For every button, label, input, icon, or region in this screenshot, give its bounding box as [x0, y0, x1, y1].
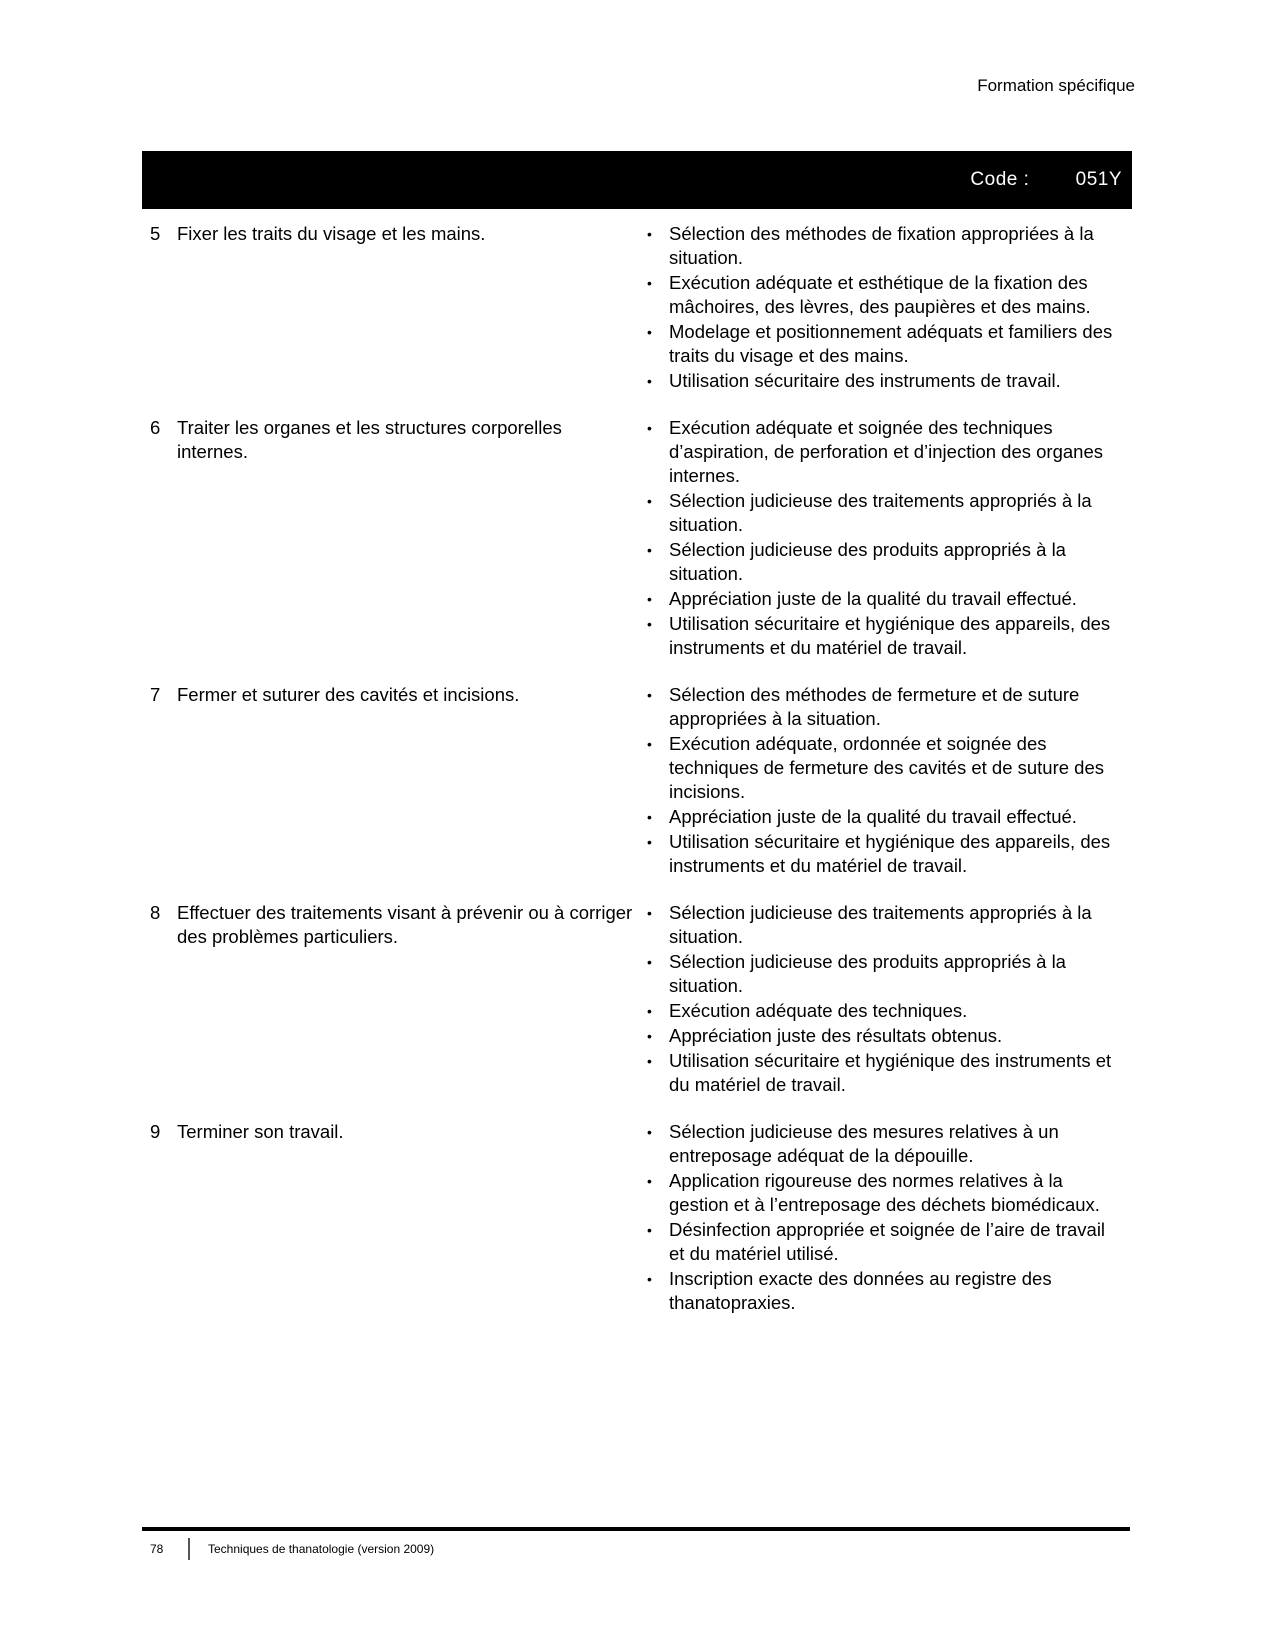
- performance-criterion: [645, 320, 1120, 368]
- element-text: Fixer les traits du visage et les mains.: [177, 223, 486, 244]
- bullet-icon: •: [647, 373, 652, 389]
- bullet-icon: •: [647, 616, 652, 632]
- criterion-text: Sélection judicieuse des traitements appropriés à la situation.: [669, 902, 1092, 947]
- criterion-text: Sélection judicieuse des traitements appropriés à la situation.: [669, 490, 1092, 535]
- criterion-text: Sélection des méthodes de fixation appropriées à la situation.: [669, 223, 1094, 268]
- performance-criterion: [645, 1049, 1120, 1097]
- criterion-text: Utilisation sécuritaire et hygiénique des instruments et du matériel de travail.: [669, 1050, 1112, 1095]
- competency-table: [150, 222, 1130, 1338]
- element-number: 6: [150, 417, 161, 438]
- performance-criterion: [645, 999, 1120, 1023]
- performance-criteria-list: [645, 222, 1120, 394]
- bullet-icon: •: [647, 736, 652, 752]
- element-number: 7: [150, 684, 161, 705]
- bullet-icon: •: [647, 1124, 652, 1140]
- criterion-text: Application rigoureuse des normes relatives à la gestion et à l’entreposage des déchets biomédicaux.: [669, 1170, 1100, 1215]
- bullet-icon: •: [647, 687, 652, 703]
- criterion-text: Utilisation sécuritaire et hygiénique des appareils, des instruments et du matériel de travail.: [669, 831, 1111, 876]
- bullet-icon: •: [647, 324, 652, 340]
- element-of-competency: [150, 901, 645, 949]
- footer-rule: [142, 1527, 1130, 1531]
- element-number: 5: [150, 223, 161, 244]
- competency-row: [150, 683, 1130, 879]
- performance-criterion: [645, 830, 1120, 878]
- performance-criterion: [645, 1218, 1120, 1266]
- performance-criterion: [645, 416, 1120, 488]
- element-text: Effectuer des traitements visant à prévenir ou à corriger des problèmes particuliers.: [177, 902, 633, 947]
- bullet-icon: •: [647, 1028, 652, 1044]
- code-value: 051Y: [1075, 169, 1122, 190]
- element-of-competency: [150, 683, 645, 707]
- bullet-icon: •: [647, 275, 652, 291]
- criterion-text: Désinfection appropriée et soignée de l’aire de travail et du matériel utilisé.: [669, 1219, 1106, 1264]
- element-text: Terminer son travail.: [177, 1121, 344, 1142]
- criterion-text: Inscription exacte des données au registre des thanatopraxies.: [669, 1268, 1052, 1313]
- code-header-bar: [142, 151, 1132, 209]
- performance-criterion: [645, 369, 1120, 393]
- bullet-icon: •: [647, 1003, 652, 1019]
- performance-criterion: [645, 1120, 1120, 1168]
- performance-criteria-list: [645, 1120, 1120, 1316]
- element-text: Fermer et suturer des cavités et incisions.: [177, 684, 520, 705]
- bullet-icon: •: [647, 1173, 652, 1189]
- criterion-text: Modelage et positionnement adéquats et familiers des traits du visage et des mains.: [669, 321, 1113, 366]
- performance-criterion: [645, 1267, 1120, 1315]
- element-number: 9: [150, 1121, 161, 1142]
- performance-criterion: [645, 1169, 1120, 1217]
- criterion-text: Appréciation juste de la qualité du travail effectué.: [669, 588, 1077, 609]
- element-of-competency: [150, 222, 645, 246]
- bullet-icon: •: [647, 226, 652, 242]
- performance-criterion: [645, 612, 1120, 660]
- element-of-competency: [150, 416, 645, 464]
- bullet-icon: •: [647, 1053, 652, 1069]
- performance-criterion: [645, 1024, 1120, 1048]
- bullet-icon: •: [647, 954, 652, 970]
- criterion-text: Exécution adéquate, ordonnée et soignée des techniques de fermeture des cavités et de suture des incisions.: [669, 733, 1105, 802]
- footer-separator: [188, 1538, 190, 1560]
- performance-criterion: [645, 489, 1120, 537]
- competency-row: [150, 416, 1130, 661]
- criterion-text: Sélection judicieuse des mesures relatives à un entreposage adéquat de la dépouille.: [669, 1121, 1059, 1166]
- performance-criterion: [645, 732, 1120, 804]
- bullet-icon: •: [647, 420, 652, 436]
- bullet-icon: •: [647, 834, 652, 850]
- performance-criterion: [645, 538, 1120, 586]
- page-number: 78: [150, 1542, 164, 1556]
- performance-criterion: [645, 222, 1120, 270]
- bullet-icon: •: [647, 542, 652, 558]
- criterion-text: Sélection judicieuse des produits appropriés à la situation.: [669, 539, 1066, 584]
- performance-criterion: [645, 901, 1120, 949]
- element-of-competency: [150, 1120, 645, 1144]
- bullet-icon: •: [647, 809, 652, 825]
- document-title: Techniques de thanatologie (version 2009): [208, 1542, 435, 1556]
- criterion-text: Exécution adéquate et esthétique de la fixation des mâchoires, des lèvres, des paupières et des mains.: [669, 272, 1091, 317]
- bullet-icon: •: [647, 493, 652, 509]
- performance-criterion: [645, 805, 1120, 829]
- footer: [150, 1538, 434, 1560]
- element-text: Traiter les organes et les structures corporelles internes.: [177, 417, 562, 462]
- performance-criterion: [645, 950, 1120, 998]
- bullet-icon: •: [647, 905, 652, 921]
- code-label: [970, 169, 1122, 191]
- bullet-icon: •: [647, 1271, 652, 1287]
- bullet-icon: •: [647, 591, 652, 607]
- performance-criterion: [645, 683, 1120, 731]
- criterion-text: Sélection judicieuse des produits appropriés à la situation.: [669, 951, 1066, 996]
- element-number: 8: [150, 902, 161, 923]
- criterion-text: Sélection des méthodes de fermeture et de suture appropriées à la situation.: [669, 684, 1080, 729]
- performance-criterion: [645, 271, 1120, 319]
- competency-row: [150, 901, 1130, 1098]
- criterion-text: Exécution adéquate et soignée des techniques d’aspiration, de perforation et d’injection des organes internes.: [669, 417, 1104, 486]
- performance-criteria-list: [645, 901, 1120, 1098]
- bullet-icon: •: [647, 1222, 652, 1238]
- criterion-text: Appréciation juste des résultats obtenus.: [669, 1025, 1003, 1046]
- competency-row: [150, 1120, 1130, 1316]
- performance-criteria-list: [645, 416, 1120, 661]
- performance-criterion: [645, 587, 1120, 611]
- criterion-text: Exécution adéquate des techniques.: [669, 1000, 968, 1021]
- performance-criteria-list: [645, 683, 1120, 879]
- criterion-text: Utilisation sécuritaire des instruments de travail.: [669, 370, 1061, 391]
- criterion-text: Utilisation sécuritaire et hygiénique des appareils, des instruments et du matériel de travail.: [669, 613, 1111, 658]
- criterion-text: Appréciation juste de la qualité du travail effectué.: [669, 806, 1077, 827]
- code-label-text: Code :: [970, 169, 1030, 190]
- running-head: Formation spécifique: [977, 76, 1135, 95]
- competency-row: [150, 222, 1130, 394]
